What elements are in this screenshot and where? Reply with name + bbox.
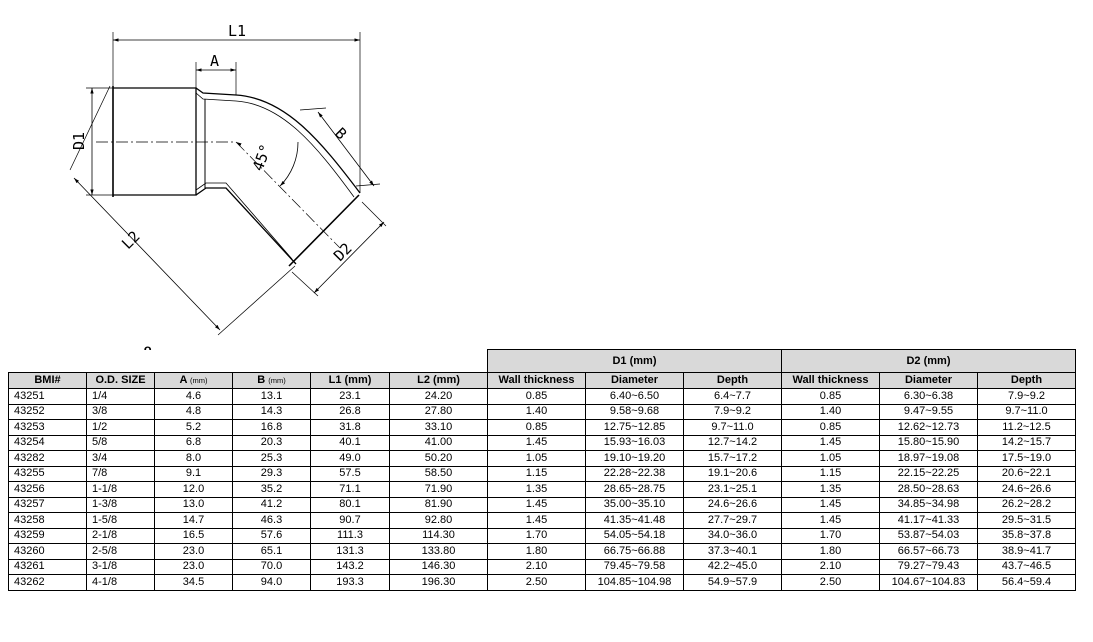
col-header-d2-wall-thickness: Wall thickness xyxy=(782,373,880,389)
cell-a: 23.0 xyxy=(155,544,233,560)
cell-l2: 196.30 xyxy=(390,575,488,591)
cell-b: 41.2 xyxy=(233,497,311,513)
cell-d1-diameter: 66.75~66.88 xyxy=(586,544,684,560)
cell-l2: 71.90 xyxy=(390,482,488,498)
cell-d2-depth: 14.2~15.7 xyxy=(978,435,1076,451)
label-d1: D1 xyxy=(70,131,88,150)
cell-d1-wall-thickness: 1.40 xyxy=(488,404,586,420)
cell-l1: 40.1 xyxy=(311,435,390,451)
dim-line-l2 xyxy=(74,178,220,330)
cell-d1-depth: 9.7~11.0 xyxy=(684,420,782,436)
cell-a: 6.8 xyxy=(155,435,233,451)
group-header-d2: D2 (mm) xyxy=(782,350,1076,373)
col-header-d1-diameter: Diameter xyxy=(586,373,684,389)
cell-d2-diameter: 12.62~12.73 xyxy=(880,420,978,436)
col-header-bmi: BMI# xyxy=(9,373,87,389)
cell-l2: 146.30 xyxy=(390,559,488,575)
cell-d2-diameter: 79.27~79.43 xyxy=(880,559,978,575)
col-header-d2-depth: Depth xyxy=(978,373,1076,389)
cell-a: 8.0 xyxy=(155,451,233,467)
table-row xyxy=(9,497,1076,513)
cell-l2: 133.80 xyxy=(390,544,488,560)
cell-d2-diameter: 18.97~19.08 xyxy=(880,451,978,467)
cell-b: 57.6 xyxy=(233,528,311,544)
cell-od-size: 1-1/8 xyxy=(87,482,155,498)
col-header-l2: L2 (mm) xyxy=(390,373,488,389)
cell-l1: 49.0 xyxy=(311,451,390,467)
cell-od-size: 1/2 xyxy=(87,420,155,436)
cell-od-size: 1-5/8 xyxy=(87,513,155,529)
cell-d1-diameter: 15.93~16.03 xyxy=(586,435,684,451)
cell-d1-depth: 27.7~29.7 xyxy=(684,513,782,529)
cell-od-size: 2-5/8 xyxy=(87,544,155,560)
cell-bmi: 43261 xyxy=(9,559,87,575)
cell-d1-depth: 19.1~20.6 xyxy=(684,466,782,482)
cell-l1: 26.8 xyxy=(311,404,390,420)
cell-b: 65.1 xyxy=(233,544,311,560)
cell-d2-wall-thickness: 1.45 xyxy=(782,435,880,451)
col-header-a: A (mm) xyxy=(155,373,233,389)
col-header-d2-diameter: Diameter xyxy=(880,373,978,389)
cell-d2-diameter: 104.67~104.83 xyxy=(880,575,978,591)
cell-d2-depth: 38.9~41.7 xyxy=(978,544,1076,560)
cell-d2-depth: 56.4~59.4 xyxy=(978,575,1076,591)
elbow-inner-wall xyxy=(196,188,296,264)
cell-bmi: 43255 xyxy=(9,466,87,482)
cell-bmi: 43256 xyxy=(9,482,87,498)
table-row xyxy=(9,482,1076,498)
elbow-socket-outline xyxy=(113,88,196,195)
cell-od-size: 3/4 xyxy=(87,451,155,467)
col-header-d1-depth: Depth xyxy=(684,373,782,389)
cell-l1: 23.1 xyxy=(311,389,390,405)
cell-d2-depth: 20.6~22.1 xyxy=(978,466,1076,482)
cell-bmi: 43282 xyxy=(9,451,87,467)
cell-l1: 71.1 xyxy=(311,482,390,498)
cell-l2: 92.80 xyxy=(390,513,488,529)
label-d2: D2 xyxy=(330,239,356,265)
table-row xyxy=(9,466,1076,482)
cell-l1: 131.3 xyxy=(311,544,390,560)
cell-bmi: 43251 xyxy=(9,389,87,405)
cell-a: 5.2 xyxy=(155,420,233,436)
cell-d2-diameter: 41.17~41.33 xyxy=(880,513,978,529)
cell-bmi: 43252 xyxy=(9,404,87,420)
cell-d1-depth: 54.9~57.9 xyxy=(684,575,782,591)
cell-d1-depth: 42.2~45.0 xyxy=(684,559,782,575)
cell-a: 4.6 xyxy=(155,389,233,405)
cell-d1-depth: 34.0~36.0 xyxy=(684,528,782,544)
cell-b: 94.0 xyxy=(233,575,311,591)
cell-d1-depth: 24.6~26.6 xyxy=(684,497,782,513)
cell-l2: 24.20 xyxy=(390,389,488,405)
cell-bmi: 43253 xyxy=(9,420,87,436)
cell-d2-wall-thickness: 1.15 xyxy=(782,466,880,482)
cell-d2-diameter: 28.50~28.63 xyxy=(880,482,978,498)
cell-d1-wall-thickness: 1.15 xyxy=(488,466,586,482)
cell-d2-wall-thickness: 2.50 xyxy=(782,575,880,591)
col-header-d1-wall-thickness: Wall thickness xyxy=(488,373,586,389)
cell-bmi: 43260 xyxy=(9,544,87,560)
cell-d1-diameter: 79.45~79.58 xyxy=(586,559,684,575)
cell-d1-diameter: 19.10~19.20 xyxy=(586,451,684,467)
cell-a: 9.1 xyxy=(155,466,233,482)
cell-od-size: 3/8 xyxy=(87,404,155,420)
cell-d2-wall-thickness: 1.70 xyxy=(782,528,880,544)
cell-b: 13.1 xyxy=(233,389,311,405)
cell-l1: 193.3 xyxy=(311,575,390,591)
cell-b: 29.3 xyxy=(233,466,311,482)
label-a: A xyxy=(210,52,220,70)
cell-d2-depth: 35.8~37.8 xyxy=(978,528,1076,544)
table-row xyxy=(9,404,1076,420)
col-header-od-size: O.D. SIZE xyxy=(87,373,155,389)
cell-d2-wall-thickness: 0.85 xyxy=(782,420,880,436)
cell-d2-wall-thickness: 0.85 xyxy=(782,389,880,405)
cell-d2-depth: 43.7~46.5 xyxy=(978,559,1076,575)
cell-d2-wall-thickness: 1.45 xyxy=(782,497,880,513)
cell-l2: 41.00 xyxy=(390,435,488,451)
cell-d2-diameter: 15.80~15.90 xyxy=(880,435,978,451)
cell-d1-wall-thickness: 1.45 xyxy=(488,497,586,513)
table-row xyxy=(9,559,1076,575)
table-row xyxy=(9,513,1076,529)
cell-a: 34.5 xyxy=(155,575,233,591)
cell-l1: 31.8 xyxy=(311,420,390,436)
cell-l2: 114.30 xyxy=(390,528,488,544)
table-row xyxy=(9,420,1076,436)
cell-d1-wall-thickness: 1.45 xyxy=(488,513,586,529)
table-row xyxy=(9,575,1076,591)
cell-b: 25.3 xyxy=(233,451,311,467)
table-row xyxy=(9,544,1076,560)
label-l1: L1 xyxy=(228,22,247,40)
cell-d2-wall-thickness: 1.05 xyxy=(782,451,880,467)
cell-a: 13.0 xyxy=(155,497,233,513)
cell-d1-diameter: 28.65~28.75 xyxy=(586,482,684,498)
table-group-header xyxy=(9,350,1076,373)
cell-d2-diameter: 34.85~34.98 xyxy=(880,497,978,513)
cell-d1-diameter: 6.40~6.50 xyxy=(586,389,684,405)
cell-d1-diameter: 12.75~12.85 xyxy=(586,420,684,436)
cell-l2: 33.10 xyxy=(390,420,488,436)
cell-d2-diameter: 22.15~22.25 xyxy=(880,466,978,482)
cell-od-size: 5/8 xyxy=(87,435,155,451)
cell-d2-wall-thickness: 1.40 xyxy=(782,404,880,420)
cell-d2-depth: 24.6~26.6 xyxy=(978,482,1076,498)
cell-d1-wall-thickness: 2.50 xyxy=(488,575,586,591)
cell-d2-diameter: 53.87~54.03 xyxy=(880,528,978,544)
cell-od-size: 4-1/8 xyxy=(87,575,155,591)
elbow-spec-table xyxy=(8,349,1076,591)
cell-d1-diameter: 22.28~22.38 xyxy=(586,466,684,482)
table-row xyxy=(9,528,1076,544)
cell-d2-diameter: 66.57~66.73 xyxy=(880,544,978,560)
cell-d2-depth: 26.2~28.2 xyxy=(978,497,1076,513)
cell-bmi: 43262 xyxy=(9,575,87,591)
table-body xyxy=(9,389,1076,591)
cell-d2-depth: 7.9~9.2 xyxy=(978,389,1076,405)
cell-d2-depth: 9.7~11.0 xyxy=(978,404,1076,420)
cell-d1-wall-thickness: 2.10 xyxy=(488,559,586,575)
cell-b: 16.8 xyxy=(233,420,311,436)
cell-d2-depth: 29.5~31.5 xyxy=(978,513,1076,529)
cell-b: 35.2 xyxy=(233,482,311,498)
cell-od-size: 2-1/8 xyxy=(87,528,155,544)
cell-d2-depth: 17.5~19.0 xyxy=(978,451,1076,467)
cell-a: 14.7 xyxy=(155,513,233,529)
cell-bmi: 43257 xyxy=(9,497,87,513)
cell-d1-wall-thickness: 1.45 xyxy=(488,435,586,451)
cell-bmi: 43254 xyxy=(9,435,87,451)
cell-l2: 50.20 xyxy=(390,451,488,467)
cell-d1-wall-thickness: 1.05 xyxy=(488,451,586,467)
cell-d1-depth: 23.1~25.1 xyxy=(684,482,782,498)
cell-od-size: 1-3/8 xyxy=(87,497,155,513)
cell-b: 20.3 xyxy=(233,435,311,451)
cell-od-size: 1/4 xyxy=(87,389,155,405)
cell-od-size: 7/8 xyxy=(87,466,155,482)
cell-d1-depth: 7.9~9.2 xyxy=(684,404,782,420)
group-header-d1: D1 (mm) xyxy=(488,350,782,373)
label-b: B xyxy=(331,124,351,144)
cell-d1-depth: 37.3~40.1 xyxy=(684,544,782,560)
col-header-b: B (mm) xyxy=(233,373,311,389)
table-column-header xyxy=(9,373,1076,389)
cell-d2-wall-thickness: 1.80 xyxy=(782,544,880,560)
cell-l1: 143.2 xyxy=(311,559,390,575)
cell-d1-depth: 6.4~7.7 xyxy=(684,389,782,405)
cell-d1-depth: 12.7~14.2 xyxy=(684,435,782,451)
cell-d2-wall-thickness: 1.45 xyxy=(782,513,880,529)
cell-d1-diameter: 54.05~54.18 xyxy=(586,528,684,544)
cell-d1-wall-thickness: 1.35 xyxy=(488,482,586,498)
cell-d2-depth: 11.2~12.5 xyxy=(978,420,1076,436)
cell-d2-diameter: 9.47~9.55 xyxy=(880,404,978,420)
cell-d1-diameter: 104.85~104.98 xyxy=(586,575,684,591)
cell-a: 4.8 xyxy=(155,404,233,420)
label-l2: L2 xyxy=(118,227,144,253)
cell-bmi: 43259 xyxy=(9,528,87,544)
cell-d1-depth: 15.7~17.2 xyxy=(684,451,782,467)
cell-l2: 81.90 xyxy=(390,497,488,513)
cell-d1-wall-thickness: 0.85 xyxy=(488,389,586,405)
col-header-l1: L1 (mm) xyxy=(311,373,390,389)
table-row xyxy=(9,451,1076,467)
cell-a: 16.5 xyxy=(155,528,233,544)
table-row xyxy=(9,435,1076,451)
cell-d2-wall-thickness: 2.10 xyxy=(782,559,880,575)
cell-d1-diameter: 9.58~9.68 xyxy=(586,404,684,420)
cell-d2-diameter: 6.30~6.38 xyxy=(880,389,978,405)
cell-b: 14.3 xyxy=(233,404,311,420)
label-angle: 45° xyxy=(248,141,276,174)
cell-l1: 111.3 xyxy=(311,528,390,544)
cell-d2-wall-thickness: 1.35 xyxy=(782,482,880,498)
cell-l1: 80.1 xyxy=(311,497,390,513)
cell-b: 70.0 xyxy=(233,559,311,575)
cell-od-size: 3-1/8 xyxy=(87,559,155,575)
cell-d1-wall-thickness: 1.80 xyxy=(488,544,586,560)
cell-d1-diameter: 35.00~35.10 xyxy=(586,497,684,513)
cell-l2: 58.50 xyxy=(390,466,488,482)
cell-b: 46.3 xyxy=(233,513,311,529)
cell-d1-diameter: 41.35~41.48 xyxy=(586,513,684,529)
cell-a: 23.0 xyxy=(155,559,233,575)
cell-a: 12.0 xyxy=(155,482,233,498)
cell-bmi: 43258 xyxy=(9,513,87,529)
table-row xyxy=(9,389,1076,405)
cell-l2: 27.80 xyxy=(390,404,488,420)
cell-d1-wall-thickness: 1.70 xyxy=(488,528,586,544)
cell-l1: 90.7 xyxy=(311,513,390,529)
cell-l1: 57.5 xyxy=(311,466,390,482)
dim-arc-angle xyxy=(280,142,298,186)
cell-d1-wall-thickness: 0.85 xyxy=(488,420,586,436)
